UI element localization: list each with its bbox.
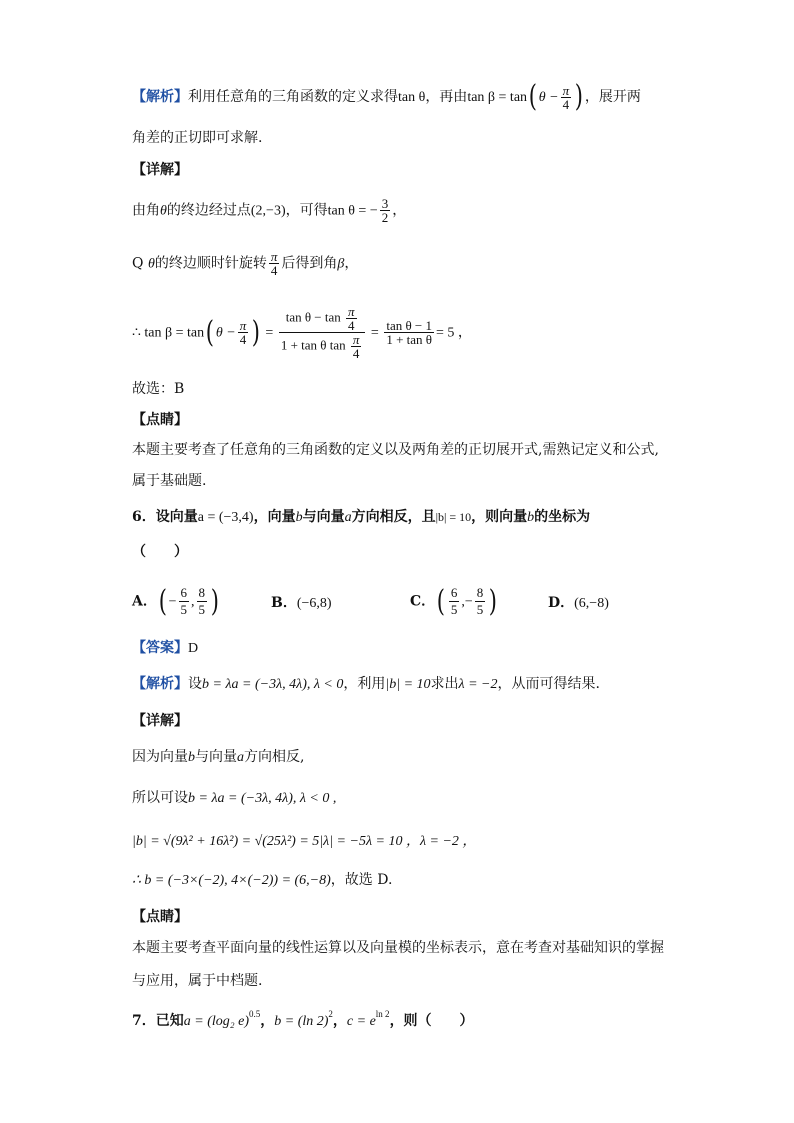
analysis-line-1: 【解析】利用任意角的三角函数的定义求得tan θ，再由tan β = tan( θ − $\frac{\pi}{4}$ ) ，展开两	[132, 79, 641, 114]
detail2-line-3: |b| = √(9λ² + 16λ²) = √(25λ²) = 5|λ| = −5λ = 10 ，λ = −2 ，	[132, 834, 477, 849]
detail-heading-2: 【详解】	[132, 713, 188, 729]
detail2-line-4: ∴ b = (−3×(−2), 4×(−2)) = (6,−8)，故选 D.	[132, 872, 393, 888]
question-6-stem: 6．设向量a = (−3,4)，向量b与向量a方向相反，且|b| = 10，则向量b的坐标为	[132, 509, 591, 525]
option-b: B．(−6,8)	[271, 595, 332, 611]
question-6-blank: （ ）	[132, 544, 188, 560]
option-c: C．( $\frac{6}{5}$ ,− $\frac{8}{5}$ )	[410, 584, 498, 619]
analysis2-line: 【解析】设b = λa = (−3λ, 4λ), λ < 0，利用|b| = 10求出λ = −2，从而可得结果.	[132, 676, 600, 692]
option-d: D．(6,−8)	[548, 595, 609, 611]
detail2-line-1: 因为向量b与向量a方向相反,	[132, 749, 305, 765]
analysis-tag: 【解析】	[132, 89, 188, 105]
detail-heading-1: 【详解】	[132, 162, 188, 178]
answer-line: 【答案】D	[132, 640, 199, 656]
comment1-line-2: 属于基础题.	[132, 473, 207, 489]
comment-heading-1: 【点睛】	[132, 412, 188, 428]
detail1-line-1: 由角θ的终边经过点(2,−3)，可得tan θ = − $\frac{3}{2}$ ，	[132, 196, 407, 225]
detail1-line-2: Q θ的终边顺时针旋转 $\frac{\pi}{4}$ 后得到角β，	[132, 249, 359, 278]
detail2-line-2: 所以可设b = λa = (−3λ, 4λ), λ < 0 ,	[132, 790, 337, 806]
detail1-choice: 故选：B	[132, 381, 185, 397]
option-a: A．( − $\frac{6}{5}$ , $\frac{8}{5}$ )	[132, 584, 219, 619]
comment2-line-2: 与应用，属于中档题.	[132, 973, 263, 989]
question-7-stem: 7．已知a = (log₂ e)$^{0.5}$，b = (ln 2)$^2$，$c = e^{ln 2}$，则（ ）	[132, 1009, 474, 1029]
comment1-line-1: 本题主要考查了任意角的三角函数的定义以及两角差的正切展开式,需熟记定义和公式,	[132, 442, 659, 458]
detail1-line-3: ∴ tan β = tan( θ − $\frac{\pi}{4}$ ) = tan θ − tan $\frac{\pi}{4}$ 1 + tan θ tan $\frac{\pi}{4}$ = $\frac{\text{tan θ − 1}}{\text{1 + tan θ}}$ = 5 ，	[132, 304, 472, 361]
comment-heading-2: 【点睛】	[132, 909, 188, 925]
comment2-line-1: 本题主要考查平面向量的线性运算以及向量模的坐标表示，意在考查对基础知识的掌握	[132, 940, 664, 956]
analysis-line-2: 角差的正切即可求解.	[132, 130, 263, 146]
